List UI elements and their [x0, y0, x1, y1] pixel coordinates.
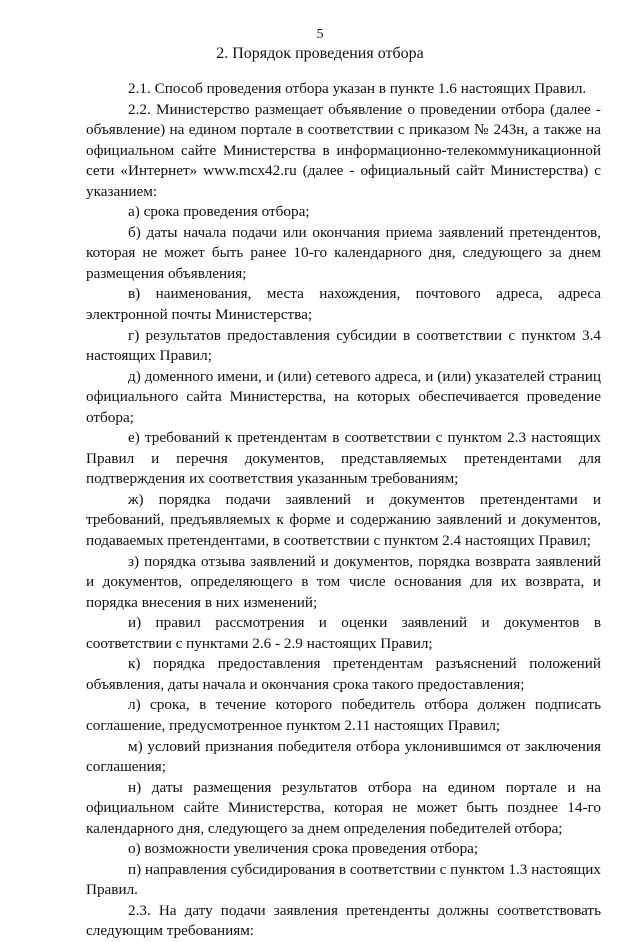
list-item-k: к) порядка предоставления претендентам разъяснений положений объявления, даты начала и окончания срока такого предоставления;	[86, 655, 601, 693]
list-item-e: е) требований к претендентам в соответствии с пунктом 2.3 настоящих Правил и перечня документов, представляемых претендентами для подтверждения их соответствия указанным требованиям;	[86, 429, 601, 488]
document-body	[86, 79, 601, 942]
list-item-i: и) правил рассмотрения и оценки заявлений и документов в соответствии с пунктами 2.6 - 2.9 настоящих Правил;	[86, 614, 601, 652]
list-item-g: г) результатов предоставления субсидии в соответствии с пунктом 3.4 настоящих Правил;	[86, 326, 601, 365]
list-item-b: б) даты начала подачи или окончания приема заявлений претендентов, которая не может быть ранее 10-го календарного дня, следующего за днем размещения объявления;	[86, 223, 601, 282]
list-item-o: о) возможности увеличения срока проведения отбора;	[128, 840, 479, 858]
list-item-n: н) даты размещения результатов отбора на едином портале и на официальном сайте Министерства, которая не может быть позднее 14-го календарного дня, следующего за днем определения победителей отбора;	[86, 778, 601, 837]
paragraph-2-2: 2.2. Министерство размещает объявление о проведении отбора (далее - объявление) на едином портале в соответствии с приказом № 243н, а также на официальном сайте Министерства в информационно-телекоммуникационной сети «Интернет» www.mcx42.ru (далее - официальный сайт Министерства) с указанием:	[86, 100, 601, 200]
paragraph-2-1: 2.1. Способ проведения отбора указан в пункте 1.6 настоящих Правил.	[128, 80, 587, 97]
list-item-v: в) наименования, места нахождения, почтового адреса, адреса электронной почты Министерства;	[86, 285, 601, 324]
page-number: 5	[316, 27, 324, 42]
section-title: 2. Порядок проведения отбора	[216, 45, 424, 62]
list-item-z: з) порядка отзыва заявлений и документов, порядка возврата заявлений и документов, определяющего в том числе основания для их возврата, и порядка внесения в них изменений;	[86, 552, 601, 611]
list-item-d: д) доменного имени, и (или) сетевого адреса, и (или) указателей страниц официального сайта Министерства, на которых обеспечивается проведение отбора;	[86, 367, 601, 426]
list-item-zh: ж) порядка подачи заявлений и документов претендентами и требований, предъявляемых к форме и содержанию заявлений и документов, подаваемых претендентами, в соответствии с пунктом 2.4 настоящих Правил;	[86, 490, 601, 550]
list-item-p: п) направления субсидирования в соответствии с пунктом 1.3 настоящих Правил.	[86, 860, 601, 899]
list-item-m: м) условий признания победителя отбора уклонившимся от заключения соглашения;	[86, 737, 601, 776]
list-item-a: а) срока проведения отбора;	[128, 203, 310, 221]
paragraph-2-3: 2.3. На дату подачи заявления претенденты должны соответствовать следующим требованиям:	[86, 901, 601, 940]
list-item-l: л) срока, в течение которого победитель отбора должен подписать соглашение, предусмотренное пунктом 2.11 настоящих Правил;	[86, 696, 601, 734]
